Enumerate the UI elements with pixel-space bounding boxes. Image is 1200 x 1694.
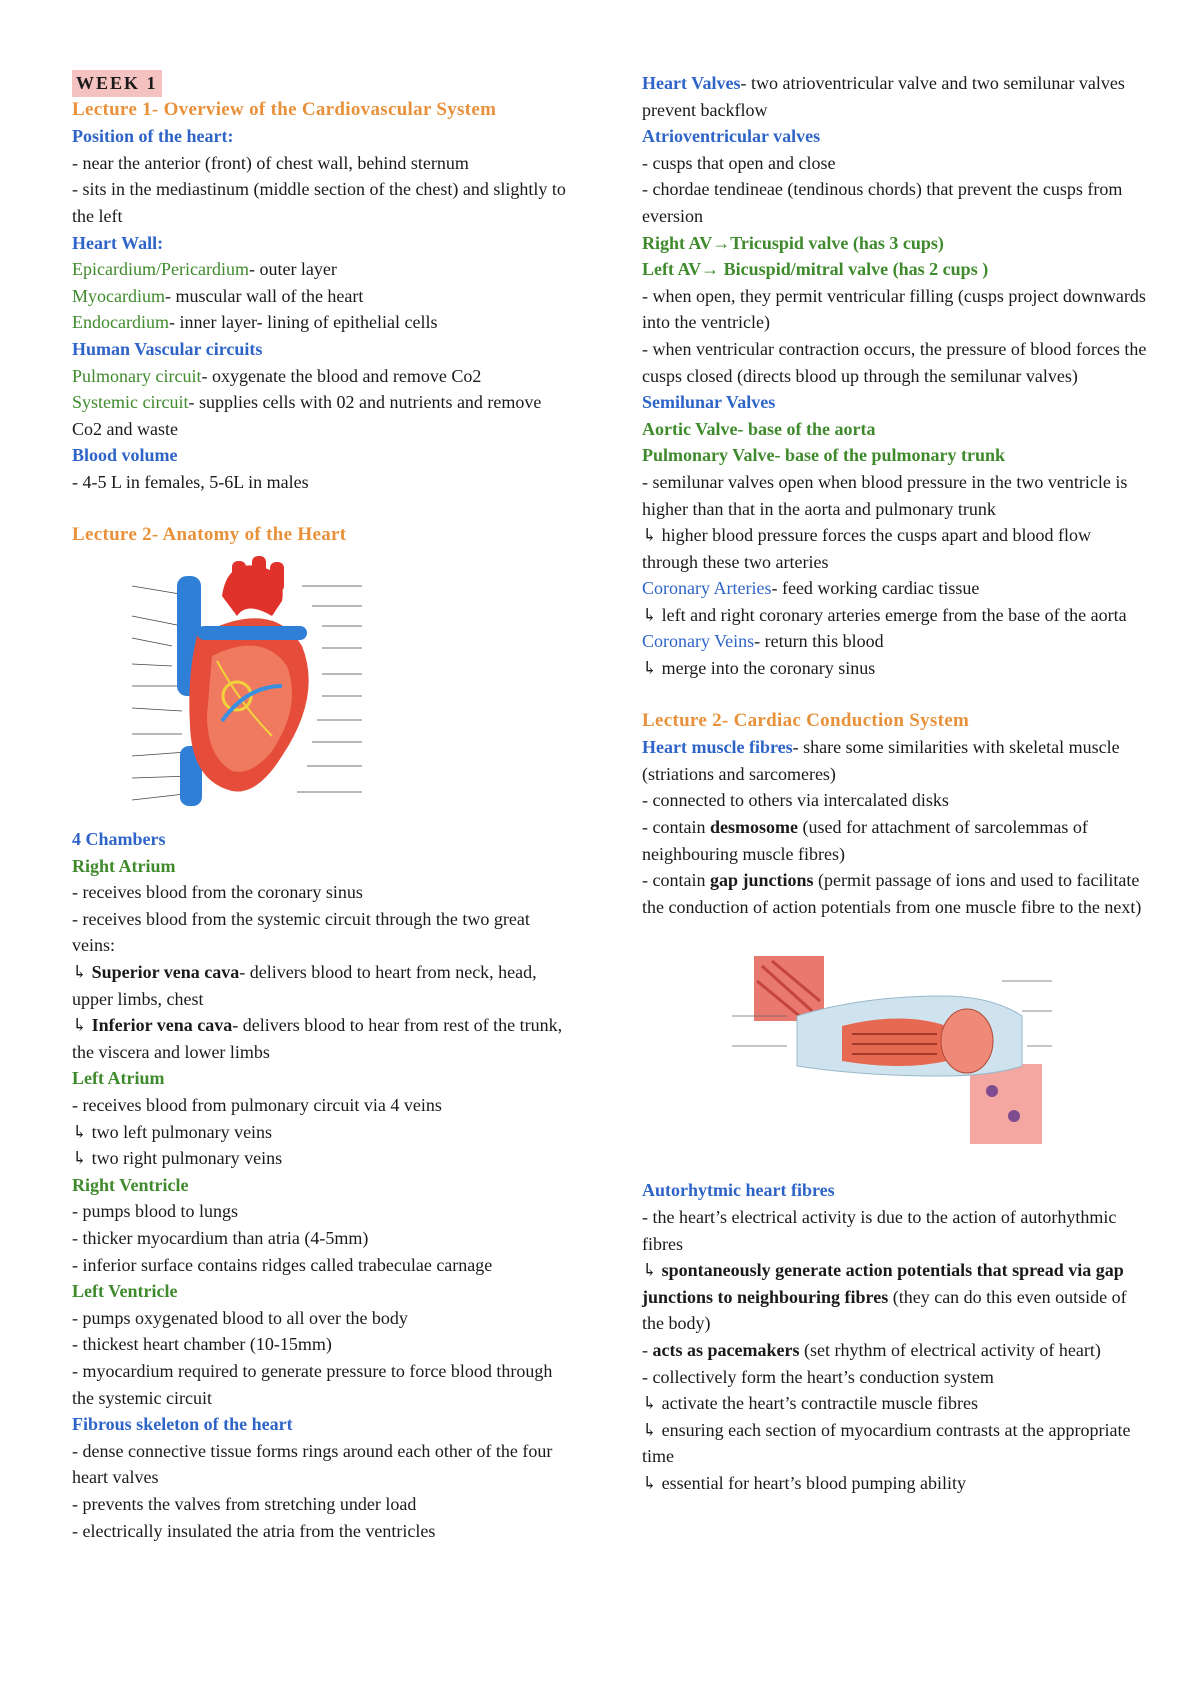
fib-line-1: - dense connective tissue forms rings around each other of the four heart valves xyxy=(72,1440,553,1488)
hm-line-3: - contain gap junctions (permit passage of ions and used to facilitate the conduction of action potentials from one muscle fibre to the next) xyxy=(642,870,1142,917)
cv-line: Coronary Veins- return this blood xyxy=(642,631,884,652)
wall-heading: Heart Wall: xyxy=(72,232,164,253)
fib-line-3: - electrically insulated the atria from the ventricles xyxy=(72,1520,436,1541)
auto-line-4: - collectively form the heart’s conduction system xyxy=(642,1366,994,1387)
valves-line: Heart Valves- two atrioventricular valve and two semilunar valves prevent backflow xyxy=(642,73,1125,120)
wall-line-3: Endocardium- inner layer- lining of epithelial cells xyxy=(72,312,438,333)
left-column xyxy=(72,70,572,1544)
right-column xyxy=(642,70,1147,1497)
lecture2-title: Lecture 2- Anatomy of the Heart xyxy=(72,523,347,545)
chambers-heading: 4 Chambers xyxy=(72,829,166,850)
la-line-3: ↳ two right pulmonary veins xyxy=(72,1148,283,1169)
auto-line-3: - acts as pacemakers (set rhythm of electrical activity of heart) xyxy=(642,1339,1101,1360)
lv-line-3: - myocardium required to generate pressure to force blood through the systemic circuit xyxy=(72,1360,553,1408)
sl-line-2: ↳ higher blood pressure forces the cusps apart and blood flow through these two arteries xyxy=(642,525,1091,572)
fib-heading: Fibrous skeleton of the heart xyxy=(72,1414,293,1435)
lv-line-1: - pumps oxygenated blood to all over the body xyxy=(72,1307,408,1328)
position-line-2: - sits in the mediastinum (middle section of the chest) and slightly to the left xyxy=(72,179,566,226)
hm-line-2: - contain desmosome (used for attachment of sarcolemmas of neighbouring muscle fibres) xyxy=(642,817,1088,864)
rv-line-3: - inferior surface contains ridges called trabeculae carnage xyxy=(72,1254,493,1275)
rv-heading: Right Ventricle xyxy=(72,1174,189,1195)
av-heading: Atrioventricular valves xyxy=(642,126,821,147)
auto-heading: Autorhytmic heart fibres xyxy=(642,1180,835,1201)
auto-line-5: ↳ activate the heart’s contractile muscle fibres xyxy=(642,1393,978,1414)
rv-line-1: - pumps blood to lungs xyxy=(72,1201,239,1222)
auto-line-7: ↳ essential for heart’s blood pumping ability xyxy=(642,1472,967,1493)
position-heading: Position of the heart: xyxy=(72,126,234,147)
position-line-1: - near the anterior (front) of chest wall, behind sternum xyxy=(72,152,469,173)
la-heading: Left Atrium xyxy=(72,1068,165,1089)
fib-line-2: - prevents the valves from stretching under load xyxy=(72,1493,417,1514)
volume-heading: Blood volume xyxy=(72,445,178,466)
bicuspid-heading: Left AV→ Bicuspid/mitral valve (has 2 cups ) xyxy=(642,259,989,280)
av-line-4: - when ventricular contraction occurs, the pressure of blood forces the cusps closed (directs blood up through the semilunar valves) xyxy=(642,338,1147,386)
la-line-1: - receives blood from pulmonary circuit via 4 veins xyxy=(72,1095,442,1116)
ra-line-2: - receives blood from the systemic circuit through the two great veins: xyxy=(72,908,530,956)
ca-line: Coronary Arteries- feed working cardiac tissue xyxy=(642,578,980,599)
lv-line-2: - thickest heart chamber (10-15mm) xyxy=(72,1334,332,1355)
ra-line-3: ↳ Superior vena cava- delivers blood to heart from neck, head, upper limbs, chest xyxy=(72,962,537,1009)
circuit-line-1: Pulmonary circuit- oxygenate the blood and remove Co2 xyxy=(72,365,482,386)
aortic-heading: Aortic Valve- base of the aorta xyxy=(642,418,876,439)
volume-line-1: - 4-5 L in females, 5-6L in males xyxy=(72,471,309,492)
ra-line-4: ↳ Inferior vena cava- delivers blood to hear from rest of the trunk, the viscera and lower limbs xyxy=(72,1015,563,1062)
lecture1-title: Lecture 1- Overview of the Cardiovascular System xyxy=(72,98,497,120)
av-line-1: - cusps that open and close xyxy=(642,152,836,173)
heart-diagram-image xyxy=(72,556,412,814)
auto-line-6: ↳ ensuring each section of myocardium contrasts at the appropriate time xyxy=(642,1419,1131,1467)
pulmonary-heading: Pulmonary Valve- base of the pulmonary trunk xyxy=(642,445,1006,466)
wall-line-1: Epicardium/Pericardium- outer layer xyxy=(72,259,337,280)
auto-line-2: ↳ spontaneously generate action potentials that spread via gap junctions to neighbouring fibres (they can do this even outside of the body) xyxy=(642,1260,1127,1334)
sl-heading: Semilunar Valves xyxy=(642,392,776,413)
lv-heading: Left Ventricle xyxy=(72,1281,178,1302)
week-label: WEEK 1 xyxy=(72,70,162,97)
ra-line-1: - receives blood from the coronary sinus xyxy=(72,882,363,903)
la-line-2: ↳ two left pulmonary veins xyxy=(72,1121,273,1142)
lecture2b-title: Lecture 2- Cardiac Conduction System xyxy=(642,709,970,731)
hm-line: Heart muscle fibres- share some similarities with skeletal muscle (striations and sarcomeres) xyxy=(642,737,1120,784)
tricuspid-heading: Right AV→Tricuspid valve (has 3 cups) xyxy=(642,232,944,253)
sl-line-1: - semilunar valves open when blood pressure in the two ventricle is higher than that in the aorta and pulmonary trunk xyxy=(642,471,1128,519)
av-line-3: - when open, they permit ventricular filling (cusps project downwards into the ventricle) xyxy=(642,285,1146,333)
wall-line-2: Myocardium- muscular wall of the heart xyxy=(72,285,364,306)
rv-line-2: - thicker myocardium than atria (4-5mm) xyxy=(72,1228,369,1248)
hm-line-1: - connected to others via intercalated disks xyxy=(642,790,949,811)
cardiac-muscle-image xyxy=(702,956,1092,1151)
ca-line-1: ↳ left and right coronary arteries emerge from the base of the aorta xyxy=(642,604,1127,625)
av-line-2: - chordae tendineae (tendinous chords) that prevent the cusps from eversion xyxy=(642,179,1123,226)
circuit-line-2: Systemic circuit- supplies cells with 02 and nutrients and remove Co2 and waste xyxy=(72,392,542,439)
ra-heading: Right Atrium xyxy=(72,855,176,876)
cv-line-1: ↳ merge into the coronary sinus xyxy=(642,658,876,679)
auto-line-1: - the heart’s electrical activity is due to the action of autorhythmic fibres xyxy=(642,1207,1117,1254)
circuits-heading: Human Vascular circuits xyxy=(72,338,263,359)
